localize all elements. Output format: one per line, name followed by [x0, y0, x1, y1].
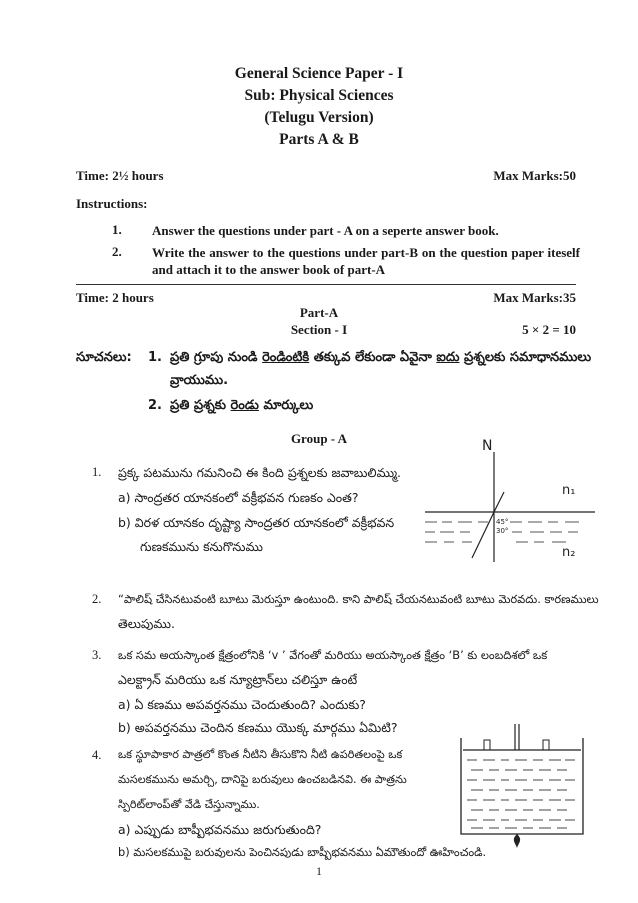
q4-text-line2: మసలకమును అమర్చి, దానిపై బరువులు ఉంచబడినవి. ఈ పాత్రను — [118, 773, 407, 786]
suchana-1-text: ప్రతి గ్రూపు నుండి రెండింటికి తక్కువ లేకుండా ఏవైనా ఐదు ప్రశ్నలకు సమాధానములు — [170, 350, 592, 365]
q4-text-line1: ఒక స్థూపాకార పాత్రలో కొంత నీటిని తీసుకొని నీటి ఉపరితలంపై ఒక — [118, 748, 403, 761]
suchana-2-num: 2. — [148, 398, 162, 413]
version-title: (Telugu Version) — [264, 109, 374, 126]
suchana-1-text-cont: వ్రాయుము. — [170, 373, 229, 388]
angle-bottom-label: 30° — [496, 527, 509, 535]
q3-part-b: b) అపవర్తనము చెందిన కణము యొక్క మార్గము ఏమిటి? — [118, 720, 398, 735]
q4-part-a: a) ఎప్పుడు బాష్పీభవనము జరుగుతుంది? — [118, 822, 322, 837]
angle-top-label: 45° — [496, 518, 509, 526]
q1-part-b: b) విరళ యానకం దృష్ట్యా సాంద్రతర యానకంలో వక్రీభవన — [118, 515, 395, 530]
refracted-ray — [472, 512, 494, 558]
q3-part-a: a) ఏ కణము అపవర్తనము చెందుతుంది? ఎందుకు? — [118, 697, 366, 712]
instructions-heading: Instructions: — [76, 196, 148, 211]
subject-title: Sub: Physical Sciences — [244, 87, 394, 104]
q1-part-b-cont: గుణకమును కనుగొనుము — [140, 539, 263, 554]
water-hatching — [467, 760, 575, 828]
n2-label: n₂ — [562, 545, 576, 560]
q4-num: 4. — [92, 748, 102, 762]
flame-icon — [514, 834, 520, 848]
suchanalu-label: సూచనలు: — [76, 350, 132, 365]
section-marks: 5 × 2 = 10 — [522, 322, 576, 337]
instruction-1-text: Answer the questions under part - A on a seperte answer book. — [152, 223, 499, 238]
instruction-1-num: 1. — [112, 222, 122, 237]
weight-right — [543, 740, 549, 750]
part-a-time: Time: 2 hours — [76, 290, 154, 305]
q2-text-cont: తెలుపుము. — [118, 616, 175, 631]
n1-label: n₁ — [562, 483, 576, 498]
q3-num: 3. — [92, 648, 102, 662]
q3-text: ఒక సమ అయస్కాంత క్షేత్రంలోనికి ‘v ’ వేగంతో మరియు అయస్కాంత క్షేత్రం ‘B’ కు లంబదిశలో ఒక — [118, 648, 548, 662]
paper-title: General Science Paper - I — [234, 65, 404, 82]
part-a-marks: Max Marks:35 — [493, 290, 576, 305]
group-heading: Group - A — [290, 431, 348, 446]
q4-part-b: b) మసలకముపై బరువులను పెంచినపుడు బాష్పీభవనము ఏమౌతుందో ఊహించండి. — [118, 845, 487, 859]
suchana-2-text: ప్రతి ప్రశ్నకు రెండు మార్కులు — [170, 398, 314, 413]
weight-left — [484, 740, 490, 750]
divider — [76, 284, 576, 285]
parts-title: Parts A & B — [279, 131, 359, 148]
incident-ray — [494, 492, 504, 512]
instruction-2-text: Write the answer to the questions under part-B on the question paper iteself and attach it to the answer book of part-A — [152, 245, 580, 277]
normal-label: N — [482, 438, 493, 454]
instruction-2-num: 2. — [112, 244, 122, 259]
section-heading: Section - I — [290, 322, 348, 337]
q2-text: “పాలిష్ చేసినటువంటి బూటు మెరుస్తూ ఉంటుంది. కాని పాలిష్ చేయనటువంటి బూటు మెరవదు. కారణములు — [118, 592, 599, 606]
page-number: 1 — [316, 864, 322, 878]
suchana-1-num: 1. — [148, 350, 162, 365]
q1-text: ప్రక్క పటమును గమనించి ఈ కింది ప్రశ్నలకు జవాబులిమ్ము. — [118, 465, 402, 480]
total-time: Time: 2½ hours — [76, 168, 164, 183]
beaker-figure — [455, 722, 595, 850]
part-heading: Part-A — [299, 305, 339, 320]
refraction-figure — [420, 430, 600, 570]
q1-num: 1. — [92, 465, 102, 479]
q4-text-line3: స్పిరిట్‌లాంప్‌తో వేడి చేస్తున్నాము. — [118, 798, 260, 811]
q3-text-cont: ఎలక్ట్రాన్ మరియు ఒక న్యూట్రాన్‌లు చలిస్తూ ఉంటే — [118, 672, 358, 687]
q1-part-a: a) సాంద్రతర యానకంలో వక్రీభవన గుణకం ఎంత? — [118, 490, 359, 505]
total-marks: Max Marks:50 — [493, 168, 576, 183]
q2-num: 2. — [92, 592, 102, 606]
